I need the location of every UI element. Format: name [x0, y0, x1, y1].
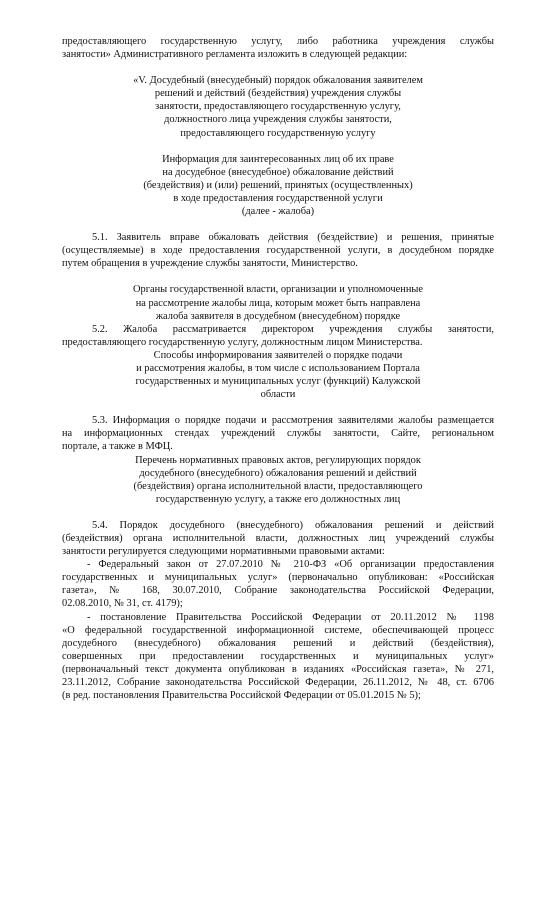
law-item-1198	[62, 611, 494, 703]
ways-heading	[62, 349, 494, 401]
text-line: путем обращения в учреждение службы занятости, Министерство.	[62, 258, 358, 270]
text-line: (первоначальный текст документа опубликован в изданиях «Российская газета», № 271,	[62, 663, 494, 675]
text-line: предоставляющего государственную услугу, должностным лицом Министерства.	[62, 336, 423, 348]
document-page	[62, 35, 494, 702]
heading-line: области	[260, 389, 296, 401]
intro-paragraph	[62, 35, 494, 61]
heading-line: жалоба заявителя в досудебном (внесудебном) порядке	[155, 310, 401, 322]
paragraph-5-2	[62, 323, 494, 349]
heading-line: (далее - жалоба)	[241, 206, 315, 218]
heading-line: (бездействия) и (или) решений, принятых (осуществленных)	[143, 179, 413, 191]
section-title	[62, 74, 494, 139]
title-line: занятости, предоставляющего государственную услугу,	[155, 101, 401, 113]
heading-line: (бездействия) органа исполнительной власти, предоставляющего	[133, 480, 423, 492]
text-line: портале, а также в МФЦ.	[62, 441, 173, 453]
acts-heading	[62, 454, 494, 506]
text-line: государственных и муниципальных услуг» (первоначально опубликован: «Российская	[62, 572, 494, 584]
text-line: «О федеральной государственной информационной системе, обеспечивающей процесс	[62, 624, 494, 636]
text-line: - Федеральный закон от 27.07.2010 № 210-ФЗ «Об организации предоставления	[87, 559, 494, 571]
paragraph-5-4	[62, 519, 494, 558]
text-line: предоставляющего государственную услугу, либо работника учреждения службы	[62, 36, 494, 47]
heading-line: Информация для заинтересованных лиц об их праве	[162, 153, 394, 165]
text-line: 23.11.2012, Собрание законодательства Российской Федерации, 26.11.2012, № 48, ст. 6706	[62, 677, 494, 689]
title-line: решений и действий (бездействия) учреждения службы	[154, 88, 402, 100]
text-line: газета», № 168, 30.07.2010, Собрание законодательства Российской Федерации,	[62, 585, 494, 597]
paragraph-5-1	[62, 231, 494, 270]
text-line: 5.1. Заявитель вправе обжаловать действия (бездействие) и решения, принятые	[92, 232, 494, 244]
heading-line: Перечень нормативных правовых актов, регулирующих порядок	[135, 454, 421, 466]
text-line: (бездействия) органа исполнительной власти, должностных лиц учреждений службы	[62, 533, 494, 544]
text-line: на информационных стендах учреждений службы занятости, Сайте, региональном	[62, 428, 494, 440]
title-line: предоставляющего государственную услугу	[180, 127, 376, 139]
heading-line: в ходе предоставления государственной услуги	[173, 192, 383, 204]
heading-line: государственную услугу, а также его должностных лиц	[155, 493, 401, 505]
text-line: 02.08.2010, № 31, ст. 4179);	[62, 598, 183, 610]
text-line: занятости регулируется следующими нормативными правовыми актами:	[62, 546, 385, 558]
text-line: досудебного (внесудебного) обжалования решений и действий (бездействия),	[62, 637, 494, 649]
text-line: 5.3. Информация о порядке подачи и рассмотрения заявителями жалобы размещается	[92, 415, 494, 427]
text-line: 5.4. Порядок досудебного (внесудебного) обжалования решений и действий	[92, 519, 494, 531]
heading-line: Органы государственной власти, организации и уполномоченные	[133, 284, 423, 296]
title-line: должностного лица учреждения службы занятости,	[164, 114, 392, 126]
text-line: 5.2. Жалоба рассматривается директором учреждения службы занятости,	[92, 323, 494, 335]
organs-heading	[62, 283, 494, 322]
heading-line: на досудебное (внесудебное) обжалование действий	[162, 166, 394, 178]
heading-line: досудебного (внесудебного) обжалования решений и действий	[139, 467, 417, 479]
heading-line: на рассмотрение жалобы лица, которым может быть направлена	[135, 297, 421, 309]
text-line: занятости» Административного регламента изложить в следующей редакции:	[62, 49, 408, 61]
paragraph-5-3	[62, 414, 494, 453]
text-line: (осуществляемые) в ходе предоставления государственной услуги, в досудебном порядке	[62, 245, 494, 257]
heading-line: Способы информирования заявителей о порядке подачи	[153, 349, 403, 361]
text-line: совершенных при предоставлении государственных и муниципальных услуг»	[62, 650, 494, 662]
law-item-210-fz	[62, 558, 494, 610]
heading-line: государственных и муниципальных услуг (функций) Калужской	[135, 376, 421, 388]
text-line: - постановление Правительства Российской Федерации от 20.11.2012 № 1198	[87, 611, 494, 623]
title-line: «V. Досудебный (внесудебный) порядок обжалования заявителем	[133, 75, 423, 87]
heading-line: и рассмотрения жалобы, в том числе с использованием Портала	[136, 362, 420, 374]
text-line: (в ред. постановления Правительства Российской Федерации от 05.01.2015 № 5);	[62, 690, 421, 702]
info-heading	[62, 153, 494, 218]
